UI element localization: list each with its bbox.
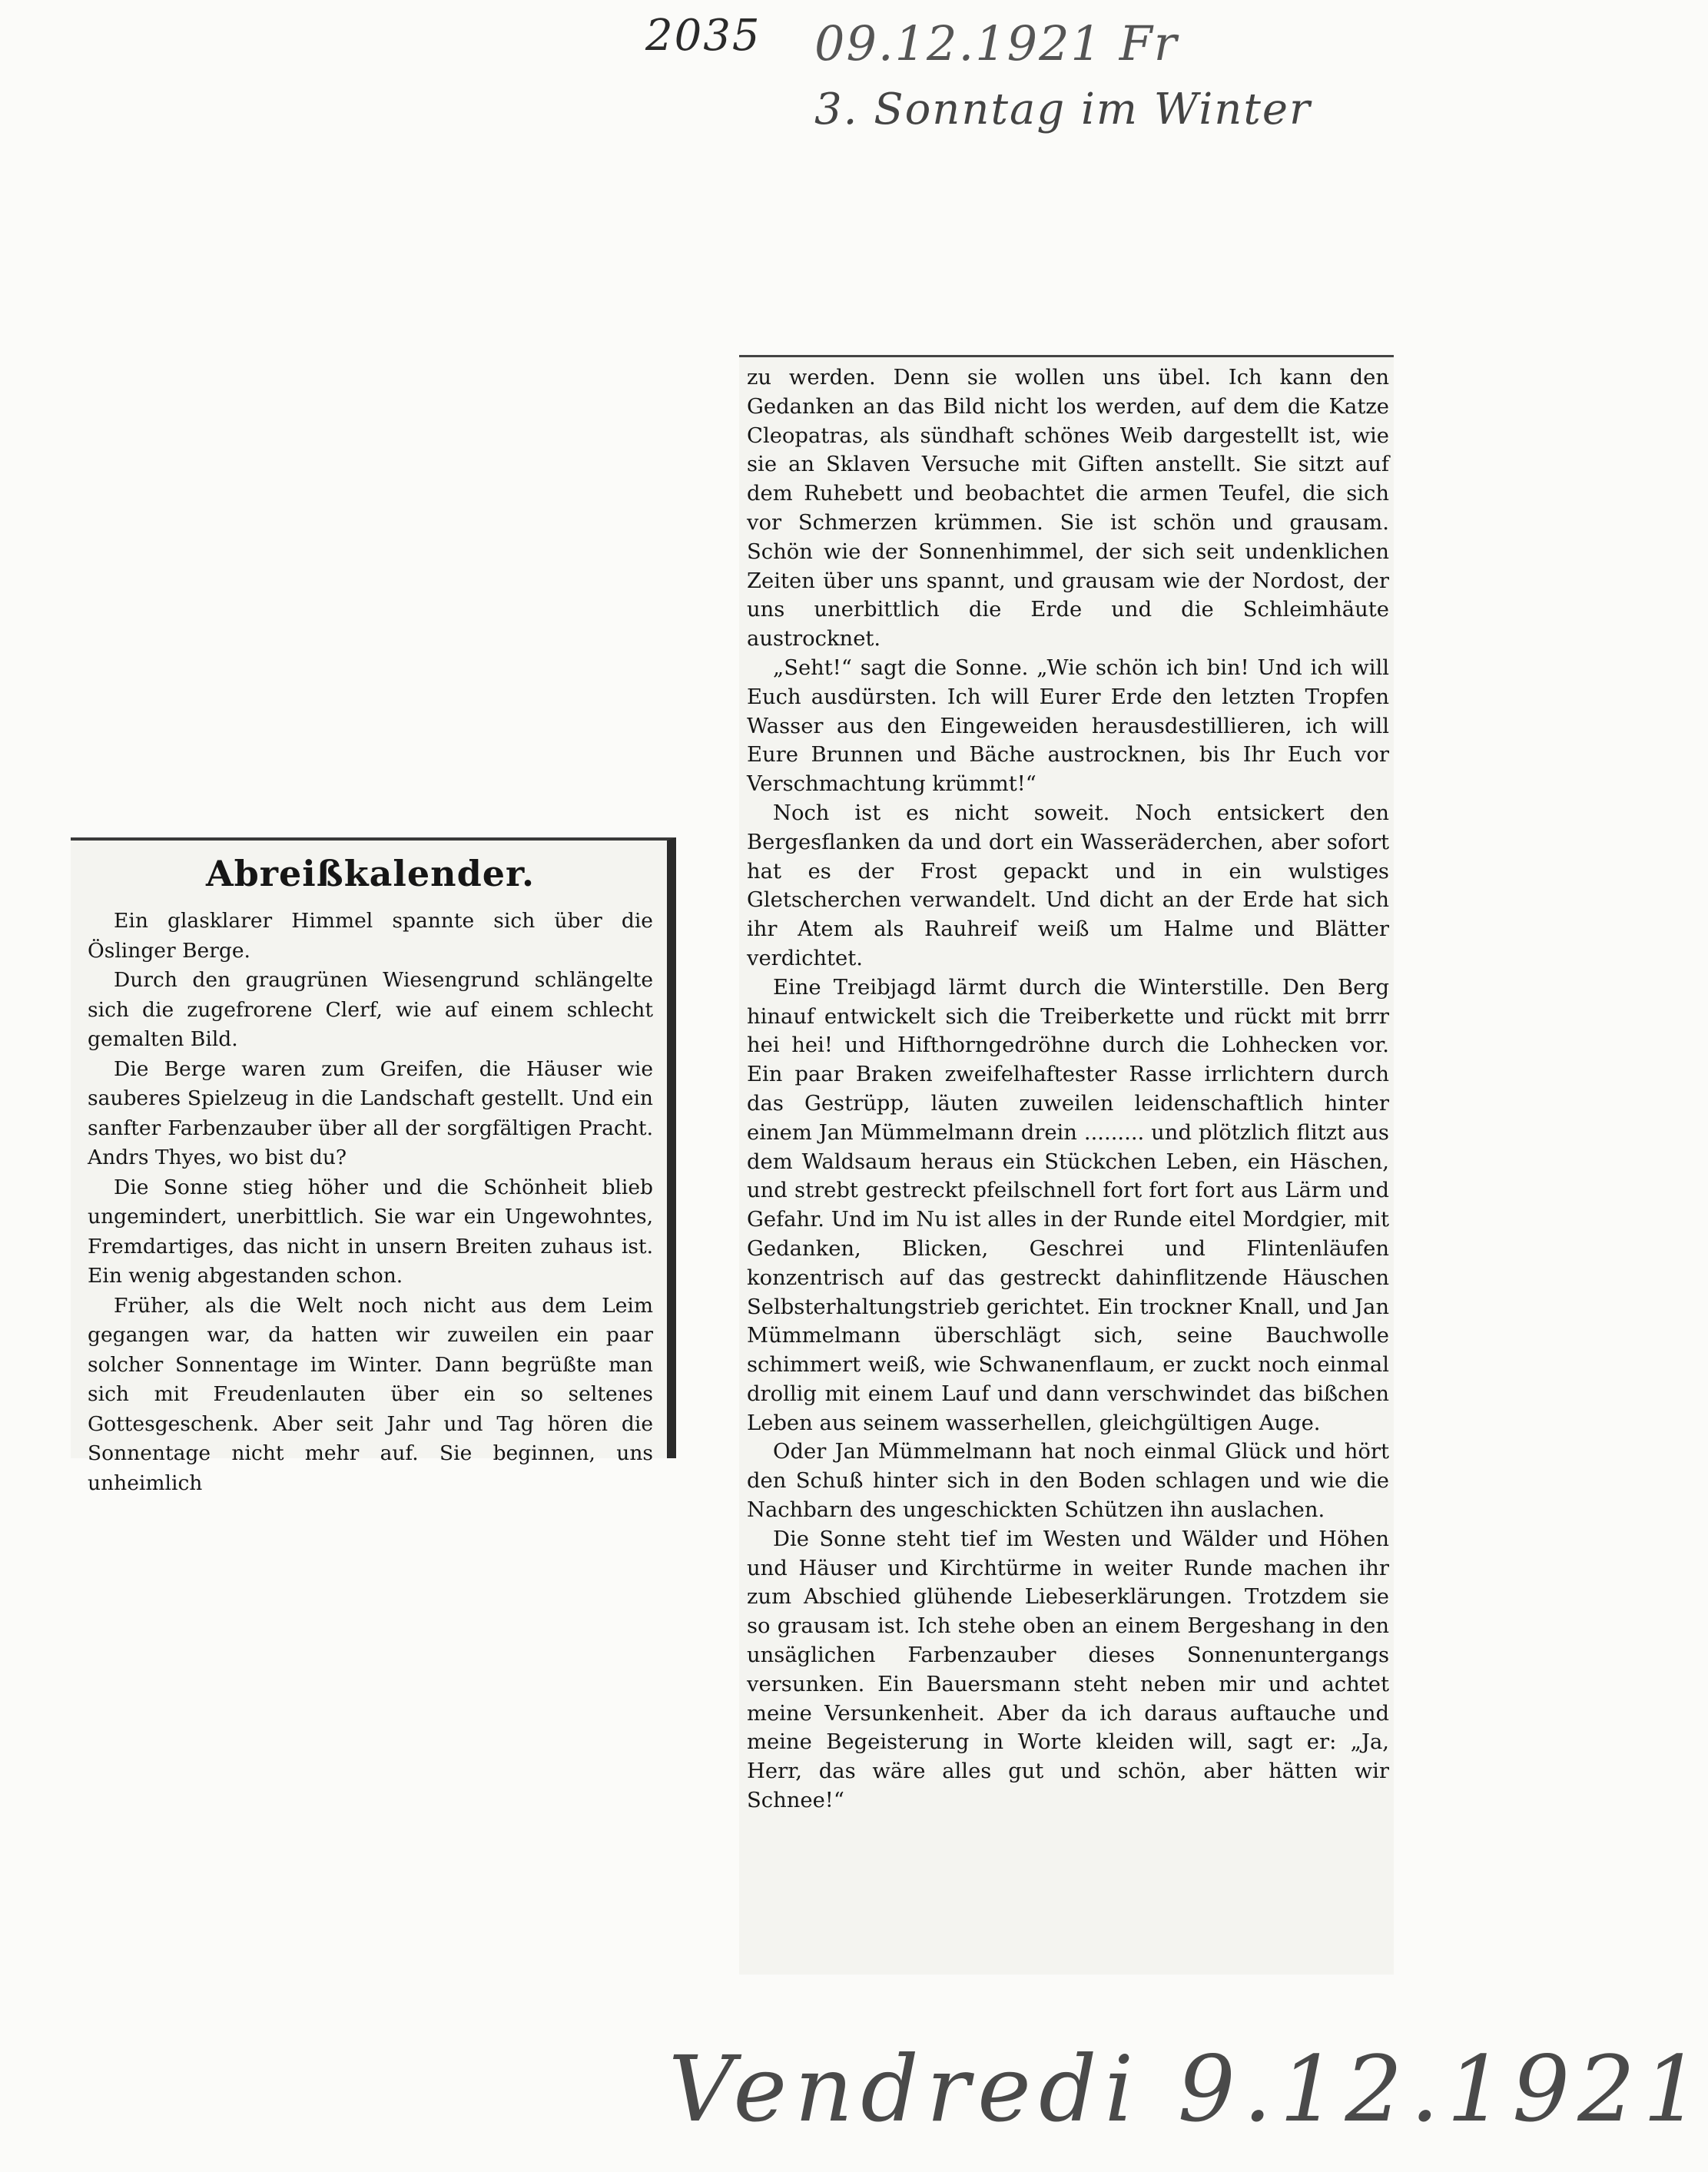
- clipping-heading: Abreißkalender.: [205, 853, 536, 894]
- left-newspaper-clipping: [71, 837, 676, 1495]
- clipping-paragraph: Die Sonne stieg höher und die Schönheit blieb ungemindert, unerbittlich. Sie war ein Ungewohntes, Fremdartiges, das nicht in unsern Breiten zuhaus ist. Ein wenig abgestanden schon.: [88, 1175, 653, 1288]
- right-newspaper-clipping: [739, 355, 1394, 1975]
- clipping-paragraph: Eine Treibjagd lärmt durch die Winterstille. Den Berg hinauf entwickelt sich die Treiberkette und rückt mit brrr hei hei! und Hifthorngedröhne durch die Lohhecken vor. Ein paar Braken zweifelhaftester Rasse irrlichtern durch das Gestrüpp, läuten zuweilen leidenschaftlich hinter einem Jan Mümmelmann drein ......... und plötzlich flitzt aus dem Waldsaum heraus ein Stückchen Leben, ein Häschen, und strebt gestreckt pfeilschnell fort fort fort aus Lärm und Gefahr. Und im Nu ist alles in der Runde eitel Mordgier, mit Gedanken, Blicken, Geschrei und Flintenläufen konzentrisch auf das gestreckt dahinflitzende Häuschen Selbsterhaltungstrieb gerichtet. Ein trockner Knall, und Jan Mümmelmann überschlägt sich, seine Bauchwolle schimmert weiß, wie Schwanenflaum, er zuckt noch einmal drollig mit einem Lauf und dann verschwindet das bißchen Leben aus seinem wasserhellen, gleichgültigen Auge.: [747, 975, 1389, 1435]
- clipping-paragraph: Durch den graugrünen Wiesengrund schlängelte sich die zugefrorene Clerf, wie auf einem schlecht gemalten Bild.: [88, 968, 653, 1051]
- clipping-paragraph: Noch ist es nicht soweit. Noch entsickert den Bergesflanken da und dort ein Wasseräderchen, aber sofort hat es der Frost gepackt und in ein wulstiges Gletscherchen verwandelt. Und dicht an der Erde hat sich ihr Atem als Rauhreif weiß um Halme und Blätter verdichtet.: [747, 801, 1389, 970]
- clipping-paragraph: Die Sonne steht tief im Westen und Wälder und Höhen und Häuser und Kirchtürme in weiter Runde machen ihr zum Abschied glühende Liebeserklärungen. Trotzdem sie so grausam ist. Ich stehe oben an einem Bergeshang in den unsäglichen Farbenzauber dieses Sonnenuntergangs versunken. Ein Bauersmann steht neben mir und achtet meine Versunkenheit. Aber da ich daraus auftauche und meine Begeisterung in Worte kleiden will, sagt er: „Ja, Herr, das wäre alles gut und schön, aber hätten wir Schnee!“: [747, 1527, 1389, 1813]
- handwritten-archive-number: 2035: [645, 11, 761, 61]
- clipping-paragraph: „Seht!“ sagt die Sonne. „Wie schön ich bin! Und ich will Euch ausdürsten. Ich will Eurer Erde den letzten Tropfen Wasser aus den Eingeweiden herausdestillieren, ich will Eure Brunnen und Bäche austrocknen, bis Ihr Euch vor Verschmachtung krümmt!“: [747, 655, 1389, 797]
- handwritten-date: 09.12.1921 Fr: [814, 15, 1179, 71]
- clipping-paragraph: Die Berge waren zum Greifen, die Häuser wie sauberes Spielzeug in die Landschaft gestellt. Und ein sanfter Farbenzauber über all der sorgfältigen Pracht. Andrs Thyes, wo bist du?: [88, 1056, 653, 1169]
- handwritten-title: 3. Sonntag im Winter: [814, 85, 1312, 134]
- clipping-paragraph: zu werden. Denn sie wollen uns übel. Ich kann den Gedanken an das Bild nicht los werden, auf dem die Katze Cleopatras, als sündhaft schönes Weib dargestellt ist, wie sie an Sklaven Versuche mit Giften anstellt. Sie sitzt auf dem Ruhebett und beobachtet die armen Teufel, die sich vor Schmerzen krümmen. Sie ist schön und grausam. Schön wie der Sonnenhimmel, der sich seit undenklichen Zeiten über uns spannt, und grausam wie der Nordost, der uns unerbittlich die Erde und die Schleimhäute austrocknet.: [747, 366, 1389, 652]
- clipping-paragraph: Früher, als die Welt noch nicht aus dem Leim gegangen war, da hatten wir zuweilen ein paar solcher Sonnentage im Winter. Dann begrüßte man sich mit Freudenlauten über ein so seltenes Gottesgeschenk. Aber seit Jahr und Tag hören die Sonnentage nicht mehr auf. Sie beginnen, uns unheimlich: [88, 1293, 653, 1495]
- handwritten-bottom-date: Vendredi 9.12.1921: [668, 2036, 1708, 2142]
- clipping-paragraph: Oder Jan Mümmelmann hat noch einmal Glück und hört den Schuß hinter sich in den Boden schlagen und wie die Nachbarn des ungeschickten Schützen ihn auslachen.: [747, 1440, 1389, 1523]
- clipping-paragraph: Ein glasklarer Himmel spannte sich über die Öslinger Berge.: [88, 909, 653, 963]
